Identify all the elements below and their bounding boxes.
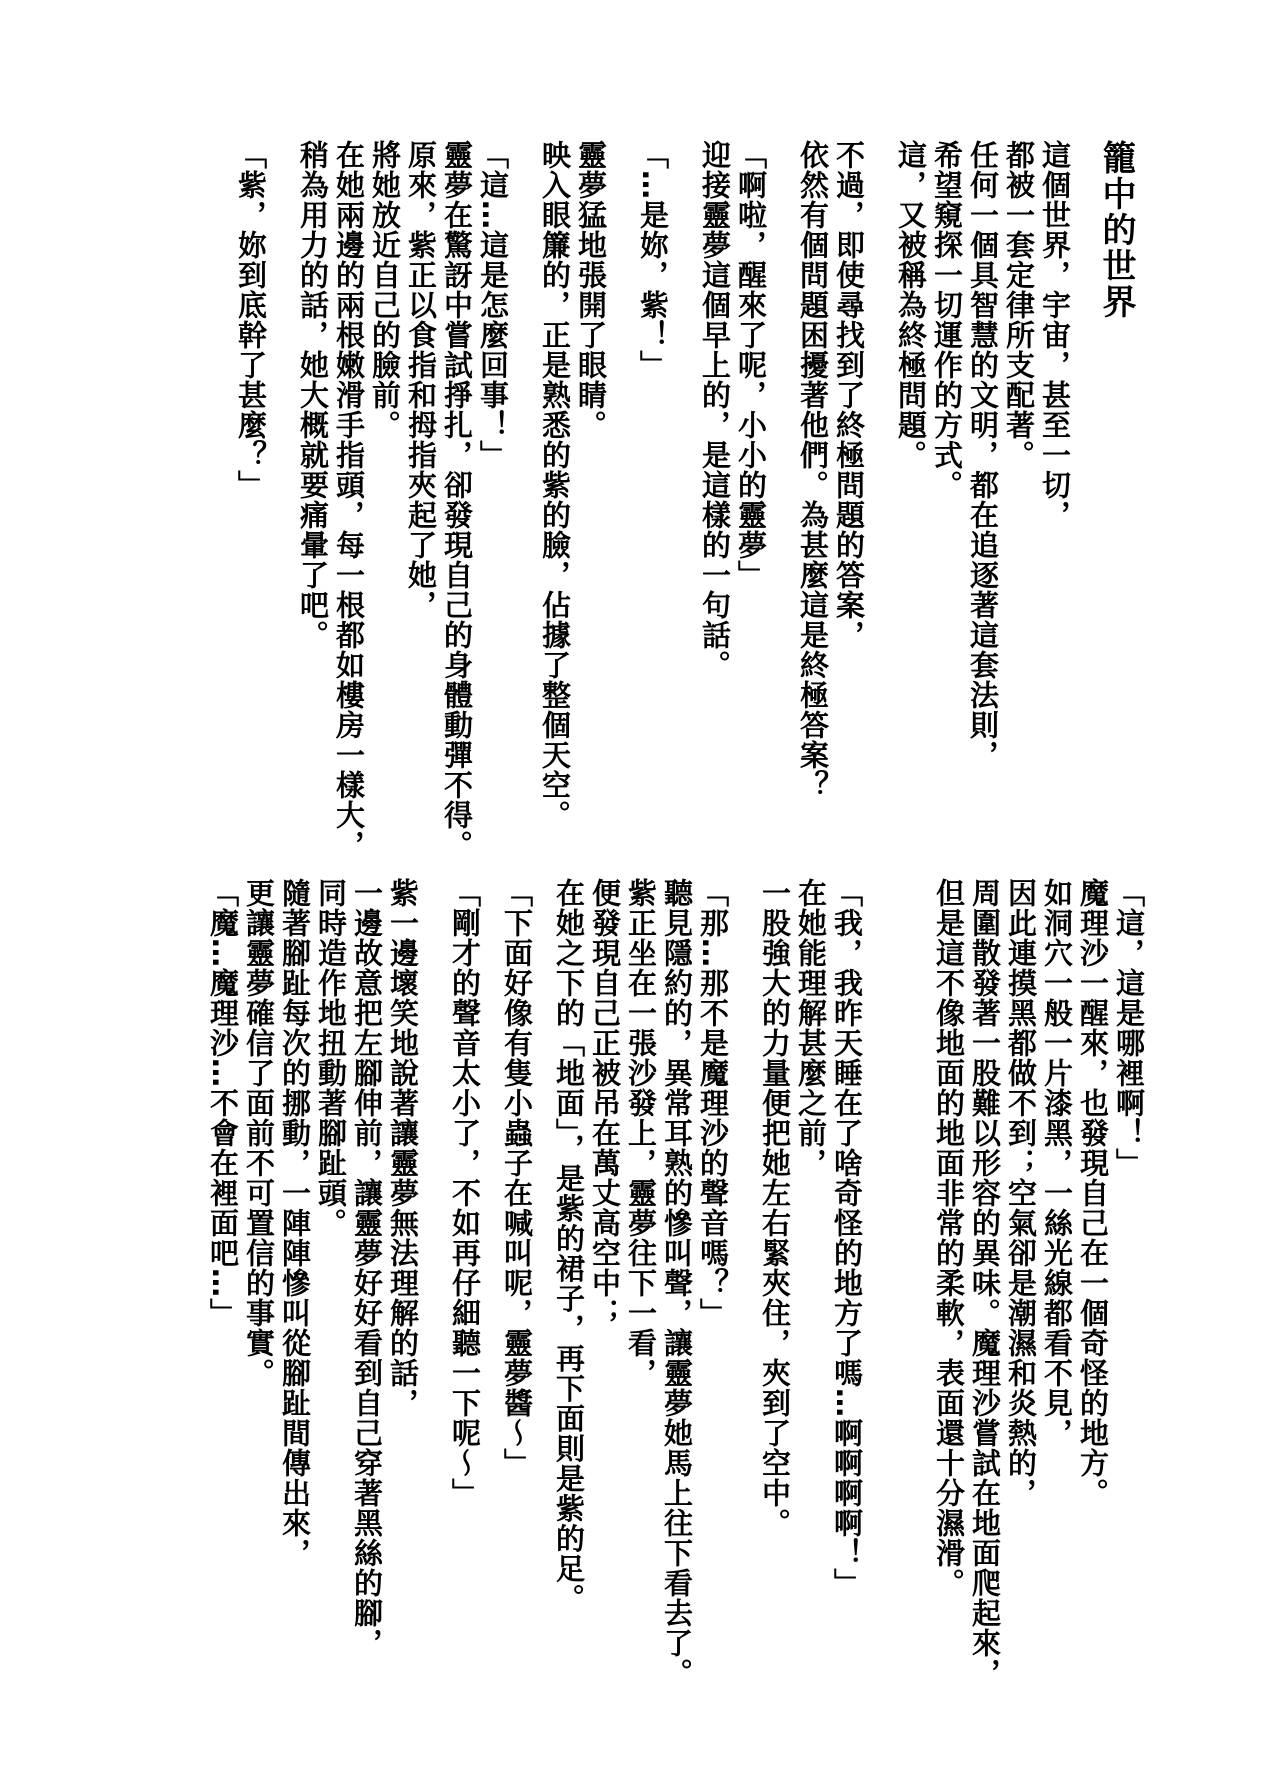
text-line: 這個世界，宇宙，甚至一切，	[1038, 140, 1072, 530]
paragraph	[447, 878, 483, 1713]
text-line: 都被一套定律所支配著。	[1002, 140, 1036, 470]
text-line: 紫正坐在一張沙發上，靈夢往下一看，	[624, 878, 658, 1388]
text-line: 聽見隱約的，異常耳熟的慘叫聲，讓靈夢她馬上往下看去了。	[660, 878, 694, 1688]
text-line: 「這…這是怎麼回事！」	[476, 140, 510, 470]
text-line: 便發現自己正被吊在萬丈高空中；	[588, 878, 622, 1328]
paragraph	[931, 878, 1147, 1713]
text-line: 在她之下的「地面」，是紫的裙子，再下面則是紫的足。	[552, 878, 586, 1614]
text-line: 「啊啦，醒來了呢，小小的靈夢」	[734, 140, 768, 590]
text-line: 依然有個問題困擾著他們。為甚麼這是終極答案？	[796, 140, 830, 800]
text-line: 「紫，妳到底幹了甚麼？」	[234, 140, 268, 500]
text-line: 不過，即使尋找到了終極問題的答案，	[832, 140, 866, 650]
text-line: 一邊故意把左腳伸前，讓靈夢好好看到自己穿著黑絲的腳，	[350, 878, 384, 1658]
text-line: 迎接靈夢這個早上的，是這樣的一句話。	[698, 140, 732, 680]
bottom-text-block	[205, 878, 1147, 1713]
top-text-block	[233, 140, 1145, 875]
text-line: 「這，這是哪裡啊！」	[1112, 878, 1146, 1178]
text-line: 靈夢猛地張開了眼睛。	[574, 140, 608, 440]
text-line: 「…是妳，紫！」	[636, 140, 670, 380]
text-line: 魔理沙一醒來，也發現自己在一個奇怪的地方。	[1076, 878, 1110, 1508]
text-line: 但是這不像地面的地面非常的柔軟，表面還十分濕滑。	[932, 878, 966, 1598]
text-line: 將她放近自己的臉前。	[368, 140, 402, 440]
text-line: 因此連摸黑都做不到；空氣卻是潮濕和炎熱的，	[1004, 878, 1038, 1508]
paragraph	[537, 140, 609, 875]
paragraph	[499, 878, 535, 1713]
text-line: 希望窺探一切運作的方式。	[930, 140, 964, 500]
text-line: 在她能理解甚麼之前，	[794, 878, 828, 1178]
paragraph	[757, 878, 865, 1713]
text-line: 紫一邊壞笑地說著讓靈夢無法理解的話，	[386, 878, 420, 1418]
text-line: 「下面好像有隻小蟲子在喊叫呢，靈夢醬～」	[500, 878, 534, 1478]
text-line: 「我，我昨天睡在了啥奇怪的地方了嗎…啊啊啊啊！」	[830, 878, 864, 1598]
text-line: 靈夢在驚訝中嘗試掙扎，卻發現自己的身體動彈不得。	[440, 140, 474, 860]
text-line: 同時造作地扭動著腳趾頭。	[314, 878, 348, 1238]
text-line: 這，又被稱為終極問題。	[894, 140, 928, 470]
paragraph	[205, 878, 421, 1713]
paragraph	[551, 878, 731, 1713]
paragraph	[795, 140, 867, 875]
text-line: 一股強大的力量便把她左右緊夾住，夾到了空中。	[758, 878, 792, 1538]
text-line: 如洞穴一般一片漆黑，一絲光線都看不見，	[1040, 878, 1074, 1448]
text-line: 「那…那不是魔理沙的聲音嗎？」	[696, 878, 730, 1328]
text-line: 更讓靈夢確信了面前不可置信的事實。	[242, 878, 276, 1388]
paragraph	[697, 140, 769, 875]
text-line: 「魔…魔理沙…不會在裡面吧…」	[206, 878, 240, 1328]
text-line: 隨著腳趾每次的挪動，一陣陣慘叫從腳趾間傳出來，	[278, 878, 312, 1568]
paragraph	[893, 140, 1073, 875]
text-line: 原來，紫正以食指和拇指夾起了她，	[404, 140, 438, 620]
paragraph	[635, 140, 671, 875]
paragraph	[233, 140, 269, 875]
page-title: 籠中的世界	[1096, 140, 1136, 320]
paragraph	[295, 140, 511, 875]
text-line: 稍為用力的話，她大概就要痛暈了吧。	[296, 140, 330, 650]
text-line: 映入眼簾的，正是熟悉的紫的臉，佔據了整個天空。	[538, 140, 572, 830]
text-line: 「剛才的聲音太小了，不如再仔細聽一下呢～」	[448, 878, 482, 1508]
text-line: 任何一個具智慧的文明，都在追逐著這套法則，	[966, 140, 1000, 770]
text-line: 周圍散發著一股難以形容的異味。魔理沙嘗試在地面爬起來，	[968, 878, 1002, 1688]
text-line: 在她兩邊的兩根嫩滑手指頭，每一根都如樓房一樣大，	[332, 140, 366, 860]
